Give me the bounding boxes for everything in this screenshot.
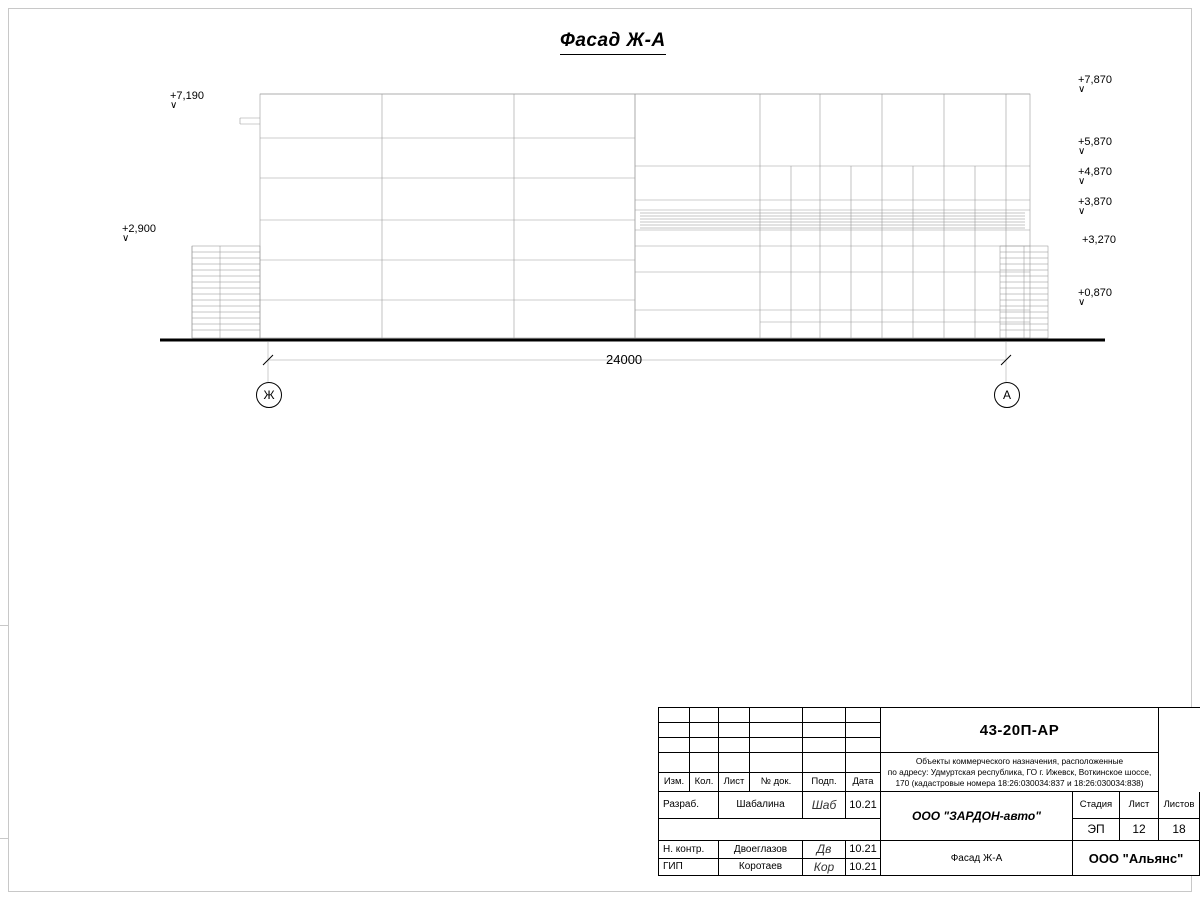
stamp-row-norm-control — [659, 841, 1200, 859]
rev-cell-blank — [846, 738, 881, 753]
margin-tick-lower — [0, 838, 8, 839]
stamp-row-object — [659, 753, 1200, 773]
rev-header-list: Лист — [719, 772, 750, 792]
object-description — [881, 753, 1159, 792]
rev-header-kol: Кол. — [690, 772, 719, 792]
frame-top-border — [8, 8, 1192, 9]
rev-header-data: Дата — [846, 772, 881, 792]
level-arrow-icon: ∨ — [170, 100, 178, 111]
overall-dimension-label: 24000 — [606, 352, 643, 367]
object-description-line-1: Объекты коммерческого назначения, расположенные — [915, 755, 1124, 766]
designer-name: ООО "Альянс" — [1073, 841, 1200, 876]
rev-cell-blank — [846, 753, 881, 773]
customer-name: ООО "ЗАРДОН-авто" — [881, 792, 1073, 841]
rev-cell-blank — [659, 708, 690, 723]
level-arrow-icon: ∨ — [1078, 176, 1086, 187]
sheets-header: Листов — [1159, 792, 1200, 819]
rev-cell-blank — [846, 708, 881, 723]
date-gip: 10.21 — [846, 858, 881, 876]
stamp-row-blank-1 — [659, 708, 1200, 723]
axis-bubble-right: А — [994, 382, 1020, 408]
axis-bubble-left: Ж — [256, 382, 282, 408]
level-value: +3,270 — [1082, 234, 1116, 246]
sheets-value: 18 — [1159, 818, 1200, 840]
signature-nkontr: Дв — [803, 841, 846, 859]
object-description-line-3: 170 (кадастровые номера 18:26:030034:837 и 18:26:030034:838) — [895, 777, 1144, 788]
rev-cell-blank — [719, 708, 750, 723]
rev-cell-blank — [690, 708, 719, 723]
rev-header-docnum: № док. — [750, 772, 803, 792]
object-description-line-2: по адресу: Удмуртская республика, ГО г. Ижевск, Воткинское шоссе, — [887, 766, 1152, 777]
date-razrab: 10.21 — [846, 792, 881, 819]
rev-header-izm: Изм. — [659, 772, 690, 792]
rev-cell-blank — [803, 738, 846, 753]
level-value: +3,870 — [1078, 196, 1112, 208]
rev-cell-blank — [750, 738, 803, 753]
rev-cell-blank — [803, 753, 846, 773]
title-block-table — [659, 708, 1200, 876]
margin-tick-upper — [0, 625, 8, 626]
level-value: +7,870 — [1078, 74, 1112, 86]
level-mark-left-1 — [170, 90, 204, 109]
rev-cell-blank — [659, 738, 690, 753]
rev-cell-blank — [846, 723, 881, 738]
rev-cell-blank — [750, 753, 803, 773]
level-mark-right-1 — [1078, 74, 1112, 93]
rev-cell-blank — [690, 723, 719, 738]
rev-cell-blank — [750, 708, 803, 723]
level-value: +0,870 — [1078, 287, 1112, 299]
rev-cell-blank — [750, 723, 803, 738]
date-nkontr: 10.21 — [846, 841, 881, 859]
level-value: +7,190 — [170, 90, 204, 102]
name-razrab: Шабалина — [719, 792, 803, 819]
rev-cell-blank — [719, 723, 750, 738]
rev-cell-blank — [659, 723, 690, 738]
title-block — [658, 707, 1200, 876]
level-mark-right-4 — [1078, 196, 1112, 215]
page-title: Фасад Ж-А — [560, 30, 666, 55]
rev-cell-blank — [803, 708, 846, 723]
stamp-row-developer — [659, 792, 1200, 819]
level-arrow-icon: ∨ — [1078, 206, 1086, 217]
level-arrow-icon: ∨ — [1078, 146, 1086, 157]
rev-cell-blank — [690, 753, 719, 773]
level-mark-right-2 — [1078, 136, 1112, 155]
role-razrab: Разраб. — [659, 792, 719, 819]
frame-left-border — [8, 8, 9, 892]
signature-razrab: Шаб — [803, 792, 846, 819]
signature-gip: Кор — [803, 858, 846, 876]
sheet-title: Фасад Ж-А — [881, 841, 1073, 876]
rev-cell-blank — [719, 753, 750, 773]
level-value: +2,900 — [122, 223, 156, 235]
document-code: 43-20П-АР — [881, 708, 1159, 753]
sheet-header: Лист — [1120, 792, 1159, 819]
rev-cell-blank — [690, 738, 719, 753]
name-nkontr: Двоеглазов — [719, 841, 803, 859]
level-mark-right-5 — [1082, 234, 1116, 246]
rev-cell-blank — [803, 723, 846, 738]
role-nkontr: Н. контр. — [659, 841, 719, 859]
level-arrow-icon: ∨ — [1078, 297, 1086, 308]
name-gip: Коротаев — [719, 858, 803, 876]
level-arrow-icon: ∨ — [122, 233, 130, 244]
level-mark-right-6 — [1078, 287, 1112, 306]
level-mark-left-2 — [122, 223, 156, 242]
frame-bottom-border — [8, 891, 1192, 892]
role-gip: ГИП — [659, 858, 719, 876]
level-mark-right-3 — [1078, 166, 1112, 185]
sheet-value: 12 — [1120, 818, 1159, 840]
rev-header-podp: Подп. — [803, 772, 846, 792]
level-value: +4,870 — [1078, 166, 1112, 178]
stage-value: ЭП — [1073, 818, 1120, 840]
rev-cell-blank — [719, 738, 750, 753]
stage-header: Стадия — [1073, 792, 1120, 819]
level-arrow-icon: ∨ — [1078, 84, 1086, 95]
level-value: +5,870 — [1078, 136, 1112, 148]
rev-cell-blank-wide — [659, 818, 881, 840]
rev-cell-blank — [659, 753, 690, 773]
